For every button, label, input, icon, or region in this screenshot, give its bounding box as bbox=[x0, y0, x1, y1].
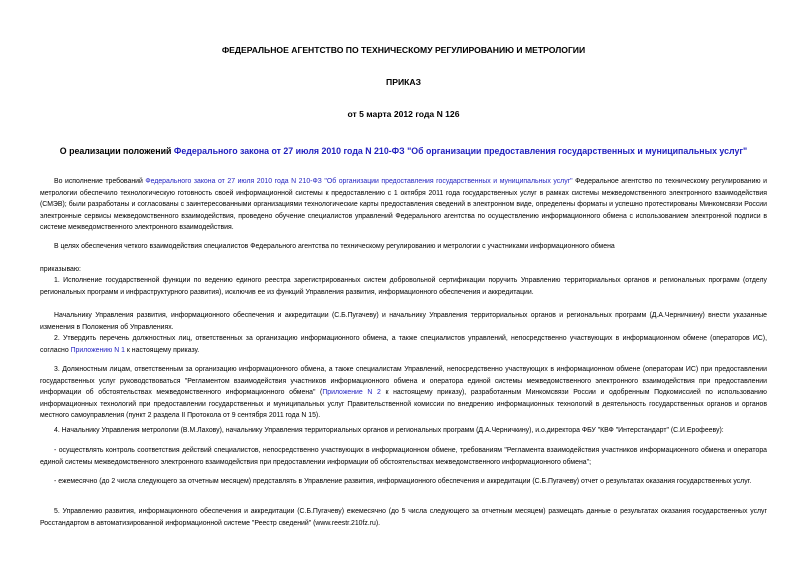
agency-heading: ФЕДЕРАЛЬНОЕ АГЕНТСТВО ПО ТЕХНИЧЕСКОМУ РЕГУЛИРОВАНИЮ И МЕТРОЛОГИИ bbox=[221, 45, 586, 55]
paragraph-item-1: 1. Исполнение государственной функции по ведению единого реестра зарегистрированных систем добровольной сертификации поручить Управлению территориальных органов и региональных программ (отделу региональных программ и инфраструктурного развития), исключив ее из функций Управления развития, информационного обеспечения и аккредитации. bbox=[40, 277, 767, 296]
doc-type-heading: ПРИКАЗ bbox=[386, 77, 421, 87]
intro-law-link[interactable]: Федерального закона от 27 июля 2010 года N 210-ФЗ "Об организации предоставления государственных и муниципальных услуг" bbox=[145, 178, 573, 185]
item-2-text-rest: к настоящему приказу. bbox=[124, 346, 200, 354]
appendix-1-link[interactable]: Приложению N 1 bbox=[70, 346, 125, 354]
doc-date-number: от 5 марта 2012 года N 126 bbox=[347, 109, 460, 119]
appendix-2-link[interactable]: Приложение N 2 bbox=[322, 389, 381, 397]
paragraph-item-4: 4. Начальнику Управления метрологии (В.М.Лахову), начальнику Управления территориальных органов и региональных программ (Д.А.Черничкину), и.о.директора ФБУ "КВФ "Интерстандарт" (С.И.Ерофееву): bbox=[54, 427, 724, 434]
paragraph-order-word: приказываю: bbox=[40, 266, 81, 273]
intro-text-start: Во исполнение требований bbox=[54, 178, 146, 185]
title-law-link[interactable]: Федерального закона от 27 июля 2010 года N 210-ФЗ "Об организации предоставления государственных и муниципальных услуг" bbox=[173, 146, 748, 156]
paragraph-item-2 bbox=[40, 333, 767, 356]
item-3-text-start: 3. Должностным лицам, ответственным за организацию информационного обмена, а также специалистам Управлений, непосредственно участвующих в информационном обмене (операторам ИС) при предоставлении государственных услуг руководствоваться "Регламентом взаимодействия участников информационного обмена и оператора единой системы межведомственного электронного взаимодействия при предоставлении информации об обстоятельствах межведомственного информационного обмена" ( bbox=[40, 366, 767, 397]
title-prefix: О реализации положений bbox=[59, 146, 174, 156]
paragraph-intro bbox=[40, 176, 767, 234]
paragraph-item-5: 5. Управлению развития, информационного обеспечения и аккредитации (С.Б.Пугачеву) ежемесячно (до 5 числа следующего за отчетным месяцем) размещать данные о результатах оказания государственных услуг Росстандартом в автоматизированной информационной системе "Реестр сведений" (www.reestr.210fz.ru). bbox=[40, 508, 767, 527]
document-title bbox=[40, 146, 767, 157]
paragraph-item-1-heads: Начальнику Управления развития, информационного обеспечения и аккредитации (С.Б.Пугачеву) и начальнику Управления территориальных органов и региональных программ (Д.А.Черничкину) внести указанные изменения в Положения об Управлениях. bbox=[40, 312, 767, 331]
paragraph-purpose: В целях обеспечения четкого взаимодействия специалистов Федерального агентства по техническому регулированию и метрологии с участниками информационного обмена bbox=[54, 243, 615, 250]
paragraph-item-4-report: - ежемесячно (до 2 числа следующего за отчетным месяцем) представлять в Управление развития, информационного обеспечения и аккредитации (С.Б.Пугачеву) отчет о результатах оказания государственных услуг. bbox=[54, 478, 752, 485]
paragraph-item-4-control: - осуществлять контроль соответствия действий специалистов, непосредственно участвующих в информационном обмене, требованиям "Регламента взаимодействия участников информационного обмена и оператора единой системы межведомственного электронного взаимодействия при предоставлении информации об обстоятельствах межведомственного информационного обмена"; bbox=[40, 447, 767, 466]
intro-text-rest: Федеральное агентство по техническому регулированию и метрологии обеспечило технологическую готовность своей информационной системы к предоставлению с 1 октября 2011 года государственных услуг в рамках системы межведомственного электронного взаимодействия (СМЭВ); были разработаны и согласованы с заинтересованными организациями технологические карты предоставления сведений в электронном виде, определены форматы и успешно протестированы Минкомсвязи России электронные сервисы межведомственного взаимодействия, проведено обучение специалистов управлений Федерального агентства по осуществлению информационного обмена с использованием электронной подписи в системе межведомственного электронного взаимодействия. bbox=[40, 178, 768, 232]
item-2-text-start: 2. Утвердить перечень должностных лиц, ответственных за организацию информационного обмена, а также специалистов управлений, непосредственно участвующих в информационном обмене (операторов ИС), согласно bbox=[40, 335, 767, 354]
item-3-text-rest: к настоящему приказу), разработанным Минкомсвязи России и одобренным Подкомиссией по использованию информационных технологий при предоставлении государственных и муниципальных услуг Правительственной комиссии по внедрению информационных технологий в деятельность государственных органов и органов местного самоуправления (пункт 2 раздела II Протокола от 9 сентября 2011 года N 15). bbox=[40, 389, 767, 420]
paragraph-item-3 bbox=[40, 364, 767, 422]
